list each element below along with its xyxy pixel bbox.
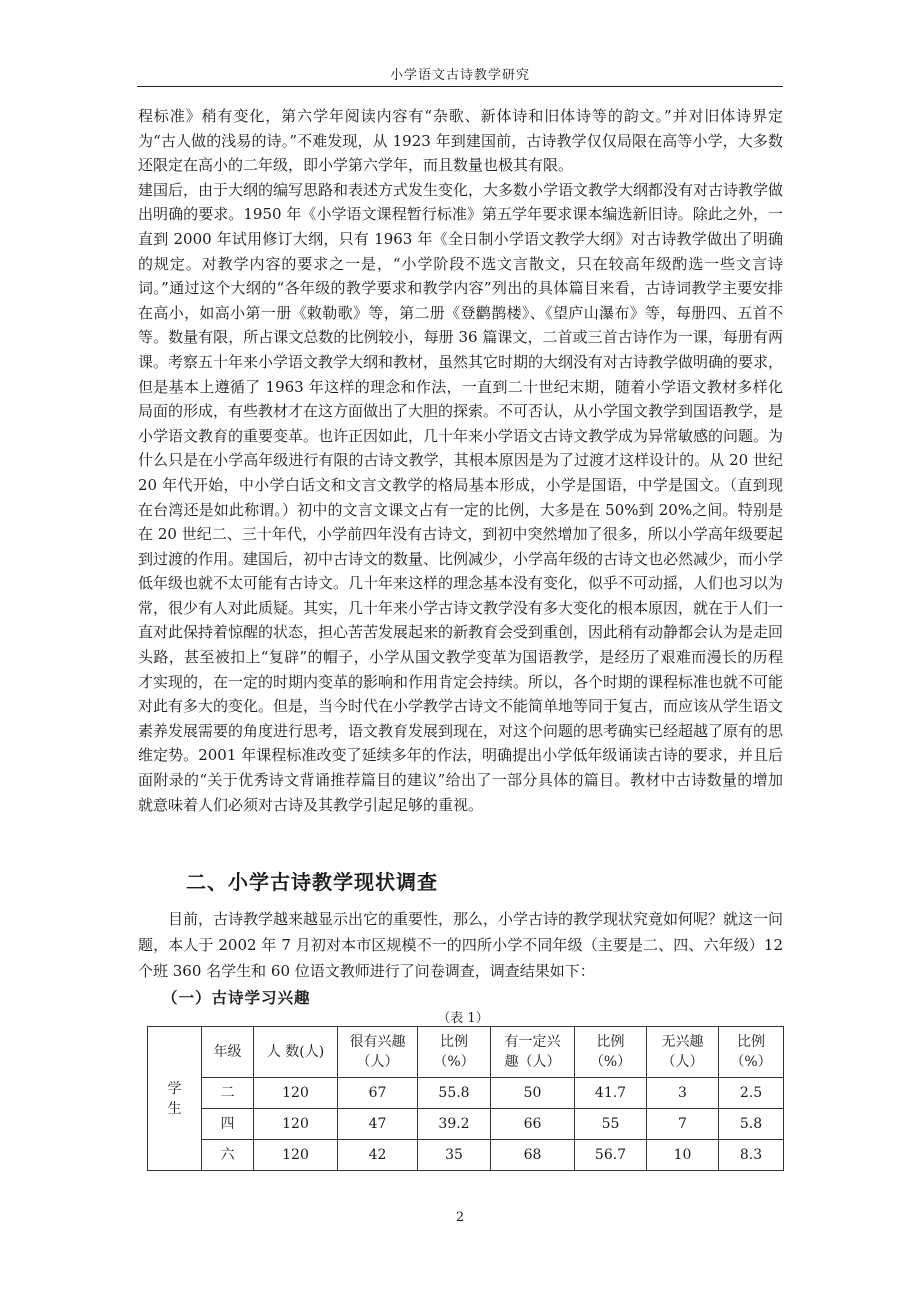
- table-cell: 68: [491, 1140, 575, 1171]
- table-cell: 120: [254, 1109, 338, 1140]
- subsection-title: （一）古诗学习兴趣: [162, 989, 311, 1007]
- table-cell: 41.7: [575, 1078, 647, 1109]
- header-cell: 比例 （%）: [719, 1027, 784, 1078]
- header-cell: 比例 （%）: [418, 1027, 491, 1078]
- table-cell: 8.3: [719, 1140, 784, 1171]
- header-cell: 无兴趣 （人）: [647, 1027, 719, 1078]
- table-header-row: [148, 1027, 784, 1078]
- table-cell: 六: [202, 1140, 254, 1171]
- body-text: [138, 104, 783, 817]
- table-cell: 10: [647, 1140, 719, 1171]
- table-cell: 35: [418, 1140, 491, 1171]
- header-cell: 人 数(人): [254, 1027, 338, 1078]
- page-number: 2: [455, 1210, 465, 1225]
- header-cell: 比例 （%）: [575, 1027, 647, 1078]
- table-cell: 120: [254, 1078, 338, 1109]
- running-header: 小学语文古诗教学研究: [389, 68, 530, 83]
- header-cell: 有一定兴 趣（人）: [491, 1027, 575, 1078]
- table-row: [148, 1140, 784, 1171]
- group-label-cell: [148, 1027, 202, 1171]
- section-title: 二、小学古诗教学现状调查: [186, 870, 438, 894]
- table-row: [148, 1109, 784, 1140]
- section-intro: [138, 906, 783, 984]
- interest-survey-table: [147, 1026, 784, 1171]
- group-label-char: 生: [167, 1100, 182, 1117]
- body-paragraph: 建国后，由于大纲的编写思路和表述方式发生变化，大多数小学语文教学大纲都没有对古诗教学做出明确的要求。1950 年《小学语文课程暂行标准》第五学年要求课本编选新旧诗。除此之外，一直到 2000 年试用修订大纲，只有 1963 年《全日制小学语文教学大纲》对古诗教学做出了明确的规定。对教学内容的要求之一是，“小学阶段不选文言散文，只在较高年级酌选一些文言诗词。”通过这个大纲的“各年级的教学要求和教学内容”列出的具体篇目来看，古诗词教学主要安排在高小，如高小第一册《敕勒歌》等，第二册《登鹳鹊楼》、《望庐山瀑布》等，每册四、五首不等。数量有限，所占课文总数的比例较小，每册 36 篇课文，二首或三首古诗作为一课，每册有两课。考察五十年来小学语文教学大纲和教材，虽然其它时期的大纲没有对古诗教学做明确的要求，但是基本上遵循了 1963 年这样的理念和作法，一直到二十世纪末期，随着小学语文教材多样化局面的形成，有些教材才在这方面做出了大胆的探索。不可否认，从小学国文教学到国语教学，是小学语文教育的重要变革。也许正因如此，几十年来小学语文古诗文教学成为异常敏感的问题。为什么只是在小学高年级进行有限的古诗文教学，其根本原因是为了过渡才这样设计的。从 20 世纪 20 年代开始，中小学白话文和文言文教学的格局基本形成，小学是国语，中学是国文。（直到现在台湾还是如此称谓。）初中的文言文课文占有一定的比例，大多是在 50%到 20%之间。特别是在 20 世纪二、三十年代，小学前四年没有古诗文，到初中突然增加了很多，所以小学高年级要起到过渡的作用。建国后，初中古诗文的数量、比例减少，小学高年级的古诗文也必然减少，而小学低年级也就不太可能有古诗文。几十年来这样的理念基本没有变化，似乎不可动摇，人们也习以为常，很少有人对此质疑。其实，几十年来小学古诗文教学没有多大变化的根本原因，就在于人们一直对此保持着惊醒的状态，担心苦苦发展起来的新教育会受到重创，因此稍有动静都会认为是走回头路，甚至被扣上“复辟”的帽子，小学从国文教学变革为国语教学，是经历了艰难而漫长的历程才实现的，在一定的时期内变革的影响和作用肯定会持续。所以，各个时期的课程标准也就不可能对此有多大的变化。但是，当今时代在小学教学古诗文不能简单地等同于复古，而应该从学生语文素养发展需要的角度进行思考，语文教育发展到现在，对这个问题的思考确实已经超越了原有的思维定势。2001 年课程标准改变了延续多年的作法，明确提出小学低年级诵读古诗的要求，并且后面附录的“关于优秀诗文背诵推荐篇目的建议”给出了一部分具体的篇目。教材中古诗数量的增加就意味着人们必须对古诗及其教学引起足够的重视。: [138, 180, 784, 814]
- table-cell: 四: [202, 1109, 254, 1140]
- table-cell: 66: [491, 1109, 575, 1140]
- table-row: [148, 1078, 784, 1109]
- table-cell: 39.2: [418, 1109, 491, 1140]
- header-cell: 年级: [202, 1027, 254, 1078]
- table-cell: 3: [647, 1078, 719, 1109]
- table-cell: 56.7: [575, 1140, 647, 1171]
- table-cell: 47: [338, 1109, 418, 1140]
- table-cell: 二: [202, 1078, 254, 1109]
- table-cell: 67: [338, 1078, 418, 1109]
- table-cell: 55: [575, 1109, 647, 1140]
- intro-paragraph: 目前，古诗教学越来越显示出它的重要性，那么，小学古诗的教学现状究竟如何呢？就这一问题，本人于 2002 年 7 月初对本市区规模不一的四所小学不同年级（主要是二、四、六年级）12 个班 360 名学生和 60 位语文教师进行了问卷调查，调查结果如下：: [138, 910, 784, 980]
- table-cell: 50: [491, 1078, 575, 1109]
- table-cell: 55.8: [418, 1078, 491, 1109]
- table-caption: （表 1）: [437, 1011, 489, 1026]
- table-cell: 7: [647, 1109, 719, 1140]
- table-cell: 120: [254, 1140, 338, 1171]
- header-rule: [137, 86, 783, 87]
- table-cell: 5.8: [719, 1109, 784, 1140]
- header-cell: 很有兴趣 （人）: [338, 1027, 418, 1078]
- table-cell: 42: [338, 1140, 418, 1171]
- group-label-char: 学: [167, 1080, 182, 1097]
- body-paragraph: 程标准》稍有变化，第六学年阅读内容有“杂歌、新体诗和旧体诗等的韵文。”并对旧体诗界定为“古人做的浅易的诗。”不难发现，从 1923 年到建国前，古诗教学仅仅局限在高等小学，大多数还限定在高小的二年级，即小学第六学年，而且数量也极其有限。: [138, 107, 783, 175]
- table-cell: 2.5: [719, 1078, 784, 1109]
